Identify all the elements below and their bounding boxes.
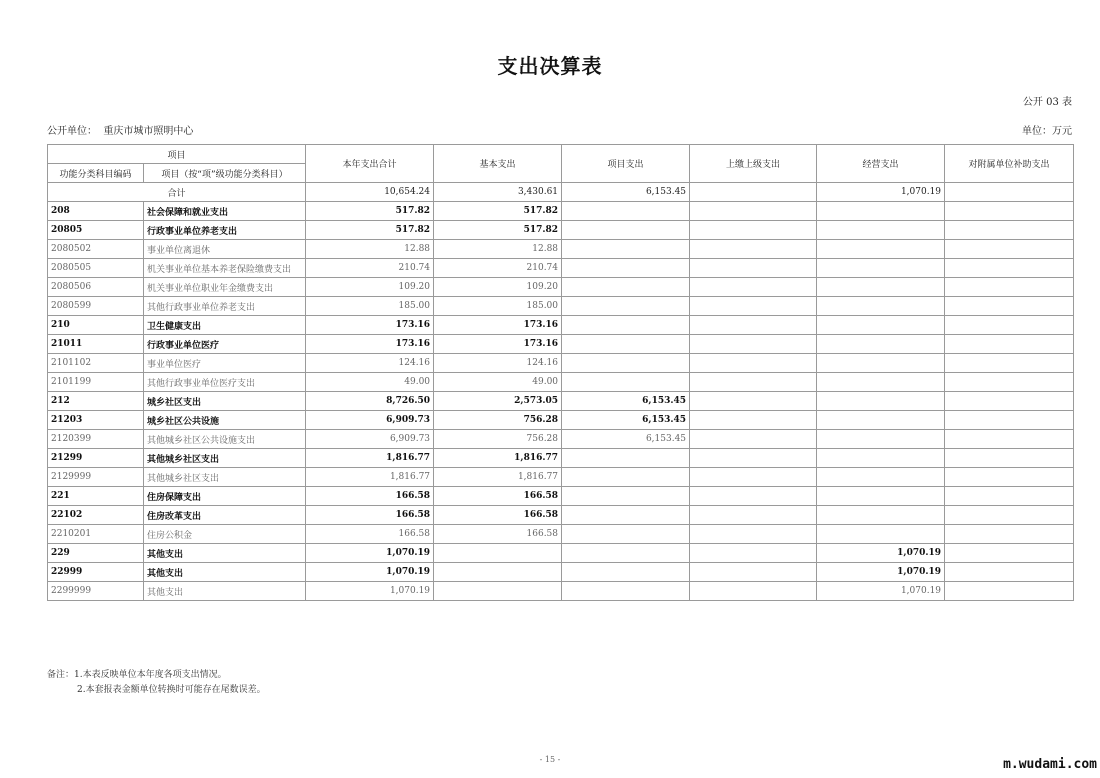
project-cell: 6,153.45	[562, 392, 690, 411]
subsidy-cell	[945, 392, 1074, 411]
basic-cell: 1,816.77	[434, 468, 562, 487]
business-cell	[817, 240, 945, 259]
subsidy-cell	[945, 240, 1074, 259]
expenditure-table	[47, 144, 1074, 601]
basic-cell: 109.20	[434, 278, 562, 297]
summary-upper	[690, 183, 817, 202]
table-row	[48, 278, 1074, 297]
project-cell	[562, 373, 690, 392]
basic-cell: 517.82	[434, 202, 562, 221]
code-cell: 221	[48, 487, 144, 506]
summary-label: 合计	[48, 183, 306, 202]
project-cell	[562, 297, 690, 316]
total-cell: 6,909.73	[306, 411, 434, 430]
reporting-unit-name: 重庆市城市照明中心	[103, 126, 194, 137]
business-cell	[817, 278, 945, 297]
subsidy-cell	[945, 506, 1074, 525]
basic-cell: 166.58	[434, 525, 562, 544]
business-cell: 1,070.19	[817, 563, 945, 582]
name-cell: 机关事业单位职业年金缴费支出	[144, 278, 306, 297]
code-cell: 208	[48, 202, 144, 221]
project-cell	[562, 449, 690, 468]
code-cell: 210	[48, 316, 144, 335]
basic-cell: 210.74	[434, 259, 562, 278]
footnote-2: 2.本套报表金额单位转换时可能存在尾数误差。	[77, 685, 266, 695]
basic-cell: 12.88	[434, 240, 562, 259]
footnotes	[47, 668, 266, 698]
basic-cell: 185.00	[434, 297, 562, 316]
code-cell: 2129999	[48, 468, 144, 487]
header-name: 项目（按“项”级功能分类科目）	[144, 164, 306, 183]
subsidy-cell	[945, 544, 1074, 563]
project-cell	[562, 487, 690, 506]
code-cell: 2101102	[48, 354, 144, 373]
upper-cell	[690, 411, 817, 430]
name-cell: 行政事业单位医疗	[144, 335, 306, 354]
basic-cell	[434, 563, 562, 582]
page-title: 支出决算表	[497, 54, 603, 78]
subsidy-cell	[945, 354, 1074, 373]
upper-cell	[690, 354, 817, 373]
upper-cell	[690, 316, 817, 335]
table-row	[48, 582, 1074, 601]
project-cell	[562, 563, 690, 582]
subsidy-cell	[945, 468, 1074, 487]
code-cell: 21299	[48, 449, 144, 468]
header-basic: 基本支出	[434, 145, 562, 183]
project-cell	[562, 525, 690, 544]
table-row	[48, 544, 1074, 563]
subsidy-cell	[945, 449, 1074, 468]
total-cell: 1,070.19	[306, 563, 434, 582]
subsidy-cell	[945, 411, 1074, 430]
table-row	[48, 525, 1074, 544]
total-cell: 166.58	[306, 525, 434, 544]
total-cell: 166.58	[306, 506, 434, 525]
name-cell: 机关事业单位基本养老保险缴费支出	[144, 259, 306, 278]
basic-cell: 756.28	[434, 430, 562, 449]
name-cell: 城乡社区支出	[144, 392, 306, 411]
subsidy-cell	[945, 278, 1074, 297]
header-code: 功能分类科目编码	[48, 164, 144, 183]
project-cell	[562, 506, 690, 525]
upper-cell	[690, 487, 817, 506]
code-cell: 22102	[48, 506, 144, 525]
name-cell: 卫生健康支出	[144, 316, 306, 335]
table-row	[48, 335, 1074, 354]
project-cell	[562, 316, 690, 335]
basic-cell: 166.58	[434, 506, 562, 525]
total-cell: 517.82	[306, 221, 434, 240]
project-cell	[562, 221, 690, 240]
code-cell: 22999	[48, 563, 144, 582]
table-row	[48, 430, 1074, 449]
code-cell: 2080506	[48, 278, 144, 297]
project-cell	[562, 278, 690, 297]
site-watermark: m.wudami.com	[1003, 757, 1097, 772]
code-cell: 2080502	[48, 240, 144, 259]
table-row	[48, 449, 1074, 468]
total-cell: 173.16	[306, 316, 434, 335]
table-row	[48, 316, 1074, 335]
summary-business: 1,070.19	[817, 183, 945, 202]
name-cell: 其他行政事业单位医疗支出	[144, 373, 306, 392]
business-cell	[817, 487, 945, 506]
upper-cell	[690, 582, 817, 601]
code-cell: 2210201	[48, 525, 144, 544]
subsidy-cell	[945, 563, 1074, 582]
code-cell: 229	[48, 544, 144, 563]
business-cell: 1,070.19	[817, 582, 945, 601]
total-cell: 185.00	[306, 297, 434, 316]
subsidy-cell	[945, 487, 1074, 506]
reporting-unit-label: 公开单位	[47, 126, 87, 137]
upper-cell	[690, 221, 817, 240]
project-cell	[562, 468, 690, 487]
code-cell: 2080505	[48, 259, 144, 278]
business-cell	[817, 202, 945, 221]
table-row	[48, 468, 1074, 487]
project-cell	[562, 544, 690, 563]
project-cell	[562, 335, 690, 354]
basic-cell: 124.16	[434, 354, 562, 373]
project-cell: 6,153.45	[562, 430, 690, 449]
total-cell: 1,816.77	[306, 449, 434, 468]
table-row	[48, 373, 1074, 392]
table-row	[48, 297, 1074, 316]
total-cell: 6,909.73	[306, 430, 434, 449]
business-cell	[817, 335, 945, 354]
total-cell: 8,726.50	[306, 392, 434, 411]
upper-cell	[690, 297, 817, 316]
business-cell	[817, 525, 945, 544]
code-cell: 20805	[48, 221, 144, 240]
code-cell: 21011	[48, 335, 144, 354]
business-cell	[817, 468, 945, 487]
table-row	[48, 411, 1074, 430]
header-row-1	[48, 145, 1074, 164]
total-cell: 12.88	[306, 240, 434, 259]
subsidy-cell	[945, 373, 1074, 392]
total-cell: 173.16	[306, 335, 434, 354]
name-cell: 住房公积金	[144, 525, 306, 544]
table-row	[48, 506, 1074, 525]
name-cell: 其他城乡社区支出	[144, 449, 306, 468]
summary-subsidy	[945, 183, 1074, 202]
basic-cell: 173.16	[434, 335, 562, 354]
project-cell	[562, 240, 690, 259]
code-cell: 212	[48, 392, 144, 411]
code-cell: 2120399	[48, 430, 144, 449]
page-number: - 15 -	[539, 755, 561, 764]
header-business: 经营支出	[817, 145, 945, 183]
business-cell	[817, 259, 945, 278]
subsidy-cell	[945, 582, 1074, 601]
summary-row	[48, 183, 1074, 202]
business-cell	[817, 373, 945, 392]
business-cell	[817, 316, 945, 335]
upper-cell	[690, 468, 817, 487]
subsidy-cell	[945, 202, 1074, 221]
project-cell	[562, 354, 690, 373]
table-row	[48, 221, 1074, 240]
business-cell	[817, 506, 945, 525]
upper-cell	[690, 544, 817, 563]
upper-cell	[690, 259, 817, 278]
business-cell: 1,070.19	[817, 544, 945, 563]
code-cell: 2101199	[48, 373, 144, 392]
subsidy-cell	[945, 316, 1074, 335]
total-cell: 166.58	[306, 487, 434, 506]
header-total: 本年支出合计	[306, 145, 434, 183]
table-row	[48, 563, 1074, 582]
basic-cell: 49.00	[434, 373, 562, 392]
name-cell: 行政事业单位养老支出	[144, 221, 306, 240]
name-cell: 事业单位医疗	[144, 354, 306, 373]
business-cell	[817, 354, 945, 373]
basic-cell	[434, 582, 562, 601]
subsidy-cell	[945, 335, 1074, 354]
upper-cell	[690, 563, 817, 582]
subsidy-cell	[945, 221, 1074, 240]
upper-cell	[690, 278, 817, 297]
subsidy-cell	[945, 259, 1074, 278]
total-cell: 109.20	[306, 278, 434, 297]
name-cell: 其他城乡社区公共设施支出	[144, 430, 306, 449]
summary-basic: 3,430.61	[434, 183, 562, 202]
basic-cell: 756.28	[434, 411, 562, 430]
total-cell: 1,070.19	[306, 582, 434, 601]
basic-cell: 2,573.05	[434, 392, 562, 411]
name-cell: 其他城乡社区支出	[144, 468, 306, 487]
upper-cell	[690, 240, 817, 259]
business-cell	[817, 411, 945, 430]
code-cell: 2080599	[48, 297, 144, 316]
name-cell: 其他支出	[144, 582, 306, 601]
upper-cell	[690, 392, 817, 411]
project-cell: 6,153.45	[562, 411, 690, 430]
table-row	[48, 392, 1074, 411]
project-cell	[562, 202, 690, 221]
currency-unit: 单位：万元	[1022, 126, 1072, 137]
header-upper-payment: 上缴上级支出	[690, 145, 817, 183]
subsidy-cell	[945, 430, 1074, 449]
table-row	[48, 202, 1074, 221]
name-cell: 其他支出	[144, 563, 306, 582]
table-row	[48, 354, 1074, 373]
code-cell: 21203	[48, 411, 144, 430]
table-row	[48, 259, 1074, 278]
project-cell	[562, 582, 690, 601]
upper-cell	[690, 525, 817, 544]
total-cell: 1,070.19	[306, 544, 434, 563]
form-number: 公开 03 表	[1022, 97, 1072, 108]
reporting-unit-separator: ：	[87, 126, 97, 137]
total-cell: 124.16	[306, 354, 434, 373]
reporting-unit	[47, 122, 193, 137]
table-row	[48, 240, 1074, 259]
basic-cell: 517.82	[434, 221, 562, 240]
name-cell: 城乡社区公共设施	[144, 411, 306, 430]
header-subsidy: 对附属单位补助支出	[945, 145, 1074, 183]
summary-total: 10,654.24	[306, 183, 434, 202]
table-row	[48, 487, 1074, 506]
name-cell: 其他行政事业单位养老支出	[144, 297, 306, 316]
business-cell	[817, 297, 945, 316]
name-cell: 住房改革支出	[144, 506, 306, 525]
upper-cell	[690, 506, 817, 525]
basic-cell	[434, 544, 562, 563]
name-cell: 其他支出	[144, 544, 306, 563]
header-project-expenditure: 项目支出	[562, 145, 690, 183]
business-cell	[817, 430, 945, 449]
total-cell: 1,816.77	[306, 468, 434, 487]
summary-project: 6,153.45	[562, 183, 690, 202]
total-cell: 49.00	[306, 373, 434, 392]
subsidy-cell	[945, 525, 1074, 544]
basic-cell: 166.58	[434, 487, 562, 506]
upper-cell	[690, 335, 817, 354]
upper-cell	[690, 373, 817, 392]
business-cell	[817, 392, 945, 411]
name-cell: 社会保障和就业支出	[144, 202, 306, 221]
total-cell: 517.82	[306, 202, 434, 221]
footnote-1: 备注：1.本表反映单位本年度各项支出情况。	[47, 670, 227, 680]
business-cell	[817, 449, 945, 468]
business-cell	[817, 221, 945, 240]
name-cell: 事业单位离退休	[144, 240, 306, 259]
total-cell: 210.74	[306, 259, 434, 278]
basic-cell: 1,816.77	[434, 449, 562, 468]
header-project: 项目	[48, 145, 306, 164]
name-cell: 住房保障支出	[144, 487, 306, 506]
upper-cell	[690, 202, 817, 221]
subsidy-cell	[945, 297, 1074, 316]
project-cell	[562, 259, 690, 278]
upper-cell	[690, 430, 817, 449]
upper-cell	[690, 449, 817, 468]
code-cell: 2299999	[48, 582, 144, 601]
basic-cell: 173.16	[434, 316, 562, 335]
